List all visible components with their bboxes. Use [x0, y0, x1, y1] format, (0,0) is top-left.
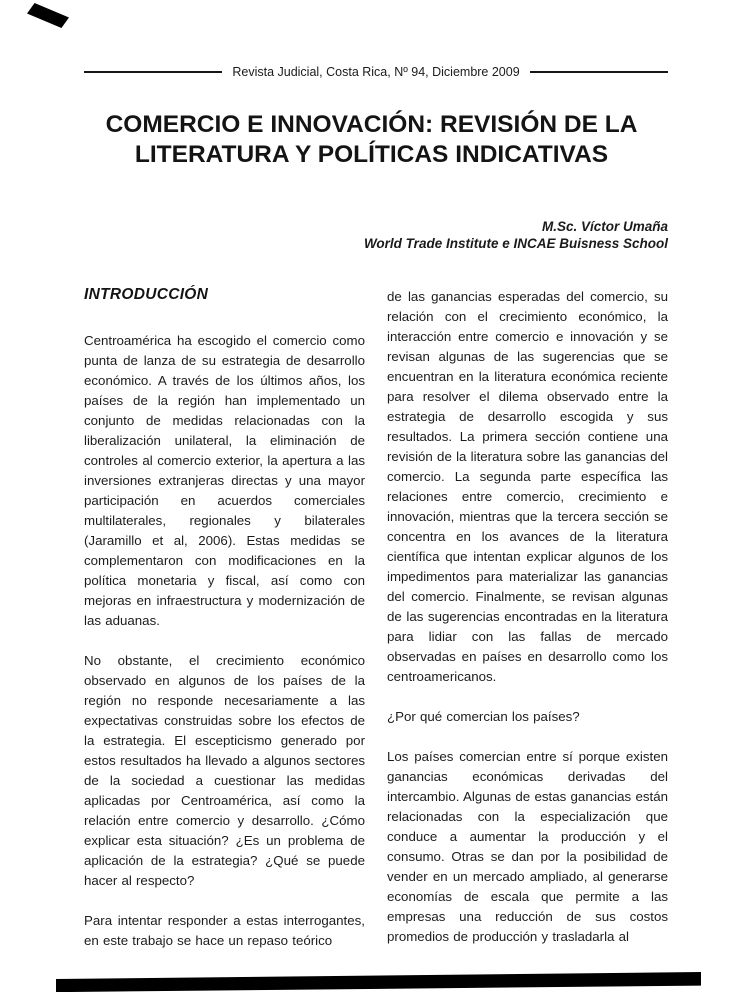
running-header — [84, 64, 668, 80]
paragraph: Para intentar responder a estas interrogantes, en este trabajo se hace un repaso teórico — [84, 913, 365, 948]
paragraph: Los países comercian entre sí porque existen ganancias económicas derivadas del intercambio. Algunas de estas ganancias están relacionadas con la especialización que conduce a aumentar la producción y el consumo. Otras se dan por la posibilidad de vender en un mercado ampliado, al generarse economías de escala que permite a las empresas una reducción de sus costos promedios de producción y trasladarla al — [387, 749, 668, 944]
scan-artifact-bottom — [56, 972, 701, 992]
left-column — [84, 285, 365, 971]
section-heading-introduccion: INTRODUCCIÓN — [84, 286, 209, 303]
article-title — [40, 110, 703, 170]
article-body — [84, 285, 668, 971]
right-column — [387, 285, 668, 971]
paragraph: No obstante, el crecimiento económico observado en algunos de los países de la región no responde necesariamente a las expectativas construidas sobre los efectos de la estrategia. El escepticismo generado por estos resultados ha llevado a algunos sectores de la sociedad a cuestionar las medidas aplicadas por Centroamérica, así como la relación entre comercio y desarrollo. ¿Cómo explicar esta situación? ¿Es un problema de aplicación de la estrategia? ¿Qué se puede hacer al respecto? — [84, 653, 365, 888]
author-block — [364, 219, 668, 252]
article-title-line2: LITERATURA Y POLÍTICAS INDICATIVAS — [134, 141, 609, 168]
header-rule-right — [530, 71, 668, 73]
paragraph: Centroamérica ha escogido el comercio como punta de lanza de su estrategia de desarrollo económico. A través de los últimos años, los países de la región han implementado un conjunto de medidas relacionadas con la liberalización unilateral, la eliminación de controles al comercio exterior, la apertura a las inversiones extranjeras directas y una mayor participación en acuerdos comerciales multilaterales, regionales y bilaterales (Jaramillo et al, 2006). Estas medidas se complementaron con modificaciones en la política monetaria y fiscal, así como con mejoras en infraestructura y modernización de las aduanas. — [84, 333, 365, 628]
article-title-line1: COMERCIO E INNOVACIÓN: REVISIÓN DE LA — [105, 111, 638, 138]
scan-artifact-top-left — [27, 3, 69, 28]
header-rule-left — [84, 71, 222, 73]
author-affiliation: World Trade Institute e INCAE Buisness School — [363, 235, 668, 251]
journal-line: Revista Judicial, Costa Rica, Nº 94, Diciembre 2009 — [232, 65, 520, 79]
paragraph: de las ganancias esperadas del comercio, su relación con el crecimiento económico, la interacción entre comercio e innovación y se revisan algunas de las sugerencias que se encuentran en la literatura económica reciente para resolver el dilema observado entre la estrategia de desarrollo escogida y sus resultados. La primera sección contiene una revisión de la literatura sobre las ganancias del comercio. La segunda parte específica las relaciones entre comercio, crecimiento e innovación, mientras que la tercera sección se concentra en los avances de la literatura científica que intentan explicar algunos de los impedimentos para materializar las ganancias del comercio. Finalmente, se revisan algunas de las sugerencias encontradas en la literatura para lidiar con las fallas de mercado observadas en países en desarrollo como los centroamericanos. — [387, 289, 668, 684]
subheading-why-countries-trade: ¿Por qué comercian los países? — [387, 709, 580, 724]
author-name: M.Sc. Víctor Umaña — [541, 219, 668, 234]
